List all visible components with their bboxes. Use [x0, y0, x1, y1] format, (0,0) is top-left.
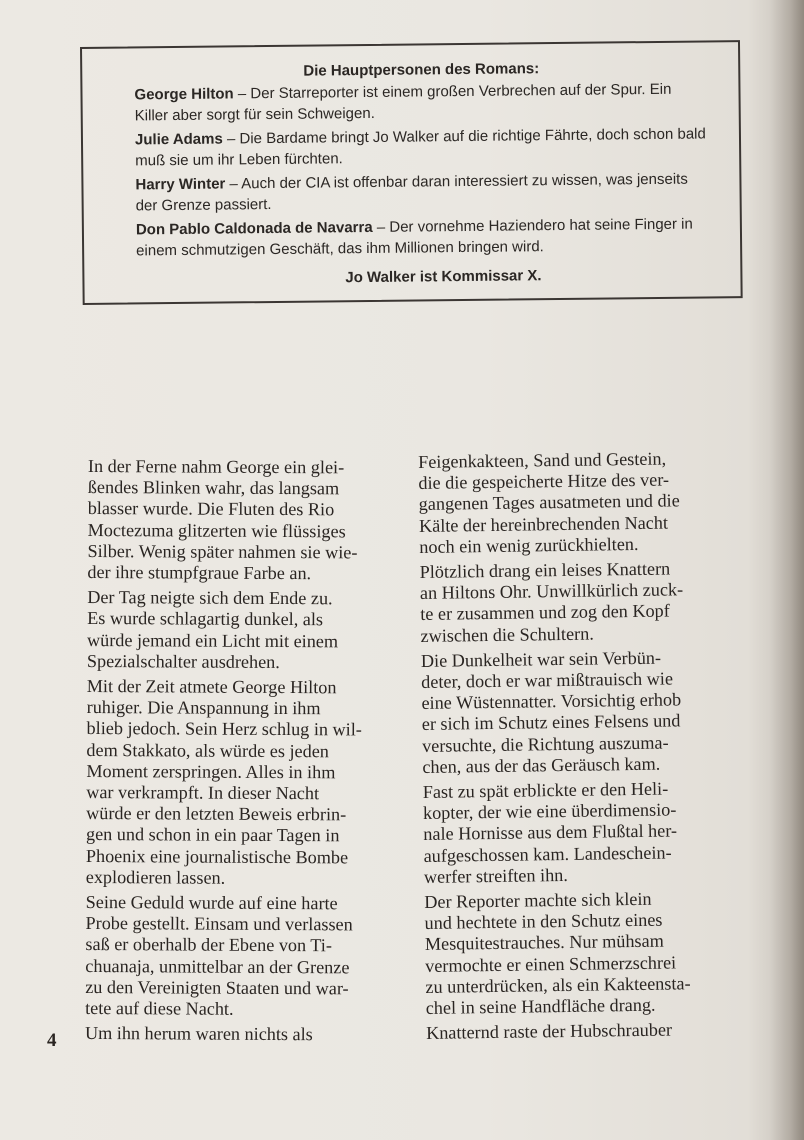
- text-line: die die gespeicherte Hitze des ver-: [418, 469, 670, 494]
- text-line: saß er oberhalb der Ebene von Ti-: [85, 934, 332, 956]
- character-name: Julie Adams: [134, 130, 223, 149]
- character-name: George Hilton: [134, 85, 234, 104]
- text-line: Moment zerspringen. Alles in ihm: [86, 760, 336, 783]
- character-description: Auch der CIA ist offenbar daran interessiert zu wissen, was jenseits der Grenze passiert.: [135, 170, 688, 215]
- text-line: ruhiger. Die Anspannung in ihm: [86, 697, 321, 719]
- text-line: Plötzlich drang ein leises Knattern: [419, 558, 671, 583]
- text-line: Es wurde schlagartig dunkel, als: [87, 608, 324, 630]
- page-number: 4: [47, 1030, 57, 1051]
- text-line: zwischen die Schultern.: [420, 623, 594, 646]
- text-line: Phoenix eine journalistische Bombe: [85, 845, 349, 868]
- text-line: Spezialschalter ausdrehen.: [86, 650, 280, 672]
- text-line: In der Ferne nahm George ein glei-: [87, 456, 345, 478]
- character-dash: –: [372, 218, 390, 236]
- text-line: nale Hornisse aus dem Flußtal her-: [423, 820, 678, 845]
- text-line: chuanaja, unmittelbar an der Grenze: [85, 955, 350, 978]
- text-line: Die Dunkelheit war sein Verbün-: [420, 647, 662, 671]
- text-line: der ihre stumpfgraue Farbe an.: [87, 562, 312, 584]
- character-box-footer: Jo Walker ist Kommissar X.: [345, 267, 542, 287]
- character-name: Harry Winter: [135, 175, 226, 194]
- text-line: noch ein wenig zurückhielten.: [419, 533, 639, 557]
- text-line: tete auf diese Nacht.: [85, 998, 234, 1019]
- text-line: Mesquitestrauches. Nur mühsam: [424, 931, 664, 955]
- text-line: chen, aus der das Geräusch kam.: [422, 753, 661, 777]
- paragraph: [421, 646, 773, 778]
- paragraph: [418, 447, 769, 558]
- text-line: Moctezuma glitzerten wie flüssiges: [87, 519, 346, 541]
- text-line: ßendes Blinken wahr, das langsam: [87, 477, 340, 499]
- text-line: Um ihn herum waren nichts als: [84, 1023, 313, 1045]
- character-list: [134, 78, 710, 261]
- text-line: zu den Vereinigten Staaten und war-: [85, 976, 349, 999]
- text-line: würde jemand ein Licht mit einem: [86, 629, 339, 651]
- text-line: gangenen Tages ausatmeten und die: [418, 490, 680, 515]
- text-line: aufgeschossen kam. Landeschein-: [423, 842, 672, 866]
- text-line: Silber. Wenig später nahmen sie wie-: [87, 540, 358, 563]
- paragraph: [426, 1018, 776, 1044]
- text-column-left: [85, 456, 398, 1050]
- text-line: würde er den letzten Beweis erbrin-: [86, 803, 347, 825]
- character-entry: [135, 168, 709, 216]
- text-line: kopter, der wie eine überdimensio-: [422, 799, 677, 824]
- character-entry: [136, 213, 710, 261]
- text-line: dem Stakkato, als würde es jeden: [86, 739, 329, 761]
- text-line: chel in seine Handfläche drang.: [425, 994, 656, 1019]
- paragraph: [420, 557, 771, 647]
- text-line: Der Tag neigte sich dem Ende zu.: [87, 587, 333, 609]
- character-description: Der Starreporter ist einem großen Verbrechen auf der Spur. Ein Killer aber sorgt für sein Schweigen.: [134, 80, 672, 125]
- paragraph: [85, 1023, 395, 1046]
- text-line: deter, doch er war mißtrauisch wie: [421, 668, 674, 693]
- character-entry: [135, 123, 709, 171]
- text-line: blieb jedoch. Sein Herz schlug in wil-: [86, 718, 362, 740]
- text-line: Knatternd raste der Hubschrauber: [425, 1019, 673, 1044]
- text-column-right: [418, 447, 776, 1048]
- paragraph: [424, 887, 776, 1019]
- text-line: Fast zu spät erblickte er den Heli-: [422, 778, 669, 803]
- text-line: vermochte er einen Schmerzschrei: [425, 952, 677, 976]
- text-line: eine Wüstennatter. Vorsichtig erhob: [421, 689, 682, 714]
- paragraph: [423, 777, 774, 888]
- paragraph: [85, 892, 396, 1021]
- text-line: werfer streiften ihn.: [423, 864, 568, 887]
- paragraph: [87, 587, 397, 673]
- text-line: an Hiltons Ohr. Unwillkürlich zuck-: [419, 579, 684, 604]
- text-line: war verkrampft. In dieser Nacht: [86, 782, 320, 804]
- character-box: [80, 40, 743, 305]
- text-line: und hechtete in den Schutz eines: [424, 909, 663, 934]
- paragraph: [87, 456, 398, 585]
- character-description: Die Bardame bringt Jo Walker auf die richtige Fährte, doch schon bald muß sie um ihr Leben fürchten.: [135, 125, 706, 170]
- text-line: zu unterdrücken, als ein Kakteensta-: [425, 973, 691, 997]
- text-line: te er zusammen und zog den Kopf: [420, 600, 670, 625]
- text-line: gen und schon in ein paar Tagen in: [85, 824, 340, 846]
- character-entry: [134, 78, 708, 126]
- text-line: Feigenkakteen, Sand und Gestein,: [418, 448, 667, 472]
- character-description: Der vornehme Haziendero hat seine Finger in einem schmutzigen Geschäft, das ihm Millionen bringen wird.: [136, 215, 693, 260]
- character-dash: –: [233, 85, 251, 103]
- text-line: explodieren lassen.: [85, 866, 226, 888]
- text-line: Kälte der hereinbrechenden Nacht: [418, 512, 669, 536]
- text-line: Der Reporter machte sich klein: [424, 888, 652, 913]
- character-name: Don Pablo Caldonada de Navarra: [135, 218, 373, 239]
- character-dash: –: [222, 130, 240, 148]
- text-line: Seine Geduld wurde auf eine harte: [85, 892, 338, 914]
- character-dash: –: [225, 175, 242, 193]
- text-line: blasser wurde. Die Fluten des Rio: [87, 498, 335, 520]
- text-line: Probe gestellt. Einsam und verlassen: [85, 913, 353, 935]
- text-line: versuchte, die Richtung auszuma-: [421, 732, 669, 756]
- paragraph: [86, 676, 397, 890]
- text-line: er sich im Schutz eines Felsens und: [421, 710, 681, 735]
- text-line: Mit der Zeit atmete George Hilton: [86, 676, 337, 698]
- character-box-title: Die Hauptpersonen des Romans:: [303, 60, 540, 80]
